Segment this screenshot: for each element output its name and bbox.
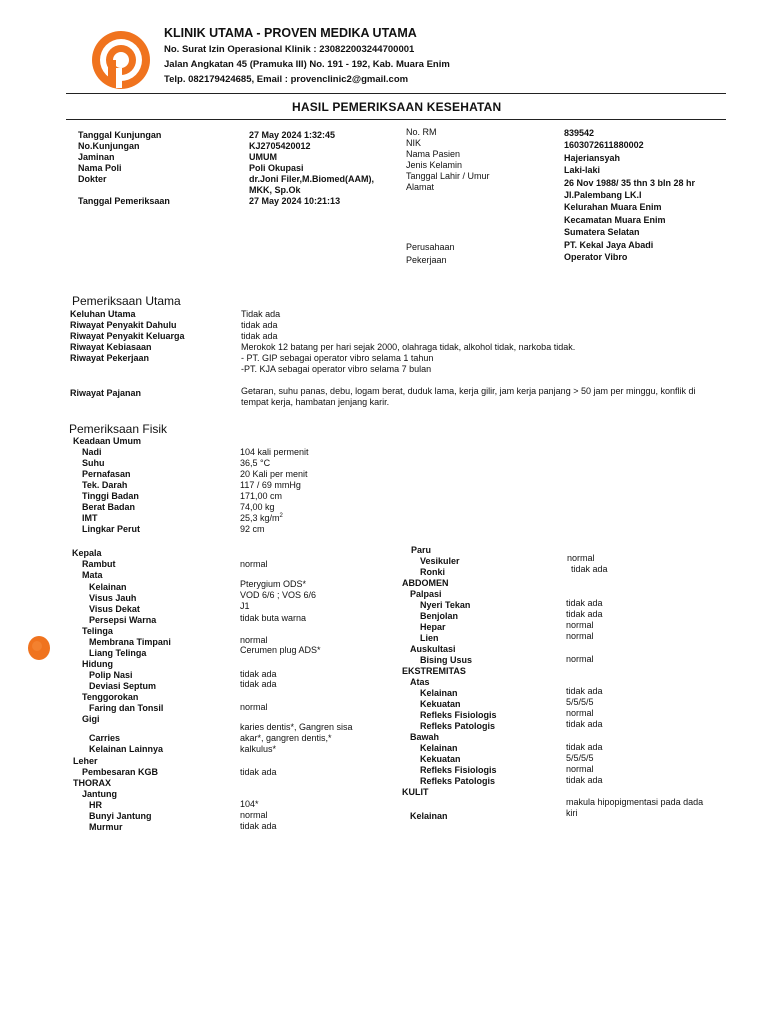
value-lingkar-perut: 92 cm [240,524,265,534]
rc-auskultasi: Auskultasi [410,644,456,654]
lc-kelainan: Kelainan [89,582,127,592]
rc-benjolan: Benjolan [420,611,459,621]
lv-kelainan-mata: Pterygium ODS* [240,579,307,589]
lc-thorax: THORAX [73,778,111,788]
label-perusahaan: Perusahaan [406,242,455,252]
rc-paru: Paru [411,545,432,555]
rc-bawah-kekuatan: Kekuatan [420,754,461,764]
value-imt-text: 25,3 kg/m [240,513,280,523]
fisik-labels [82,447,140,535]
value-no-kunjungan: KJ2705420012 [249,141,311,151]
rv-bawah-kelainan: tidak ada [566,742,603,752]
rv-kulit-kelainan-2: kiri [566,808,578,818]
lc-kelainan-lainnya: Kelainan Lainnya [89,744,164,754]
section-pemeriksaan-utama: Pemeriksaan Utama [72,294,181,308]
rc-atas-refleks-patologis: Refleks Patologis [420,721,496,731]
lc-deviasi-septum: Deviasi Septum [89,681,157,691]
rc-ekstremitas: EKSTREMITAS [402,666,466,676]
label-pekerjaan: Pekerjaan [406,255,447,265]
rv-atas-kekuatan: 5/5/5/5 [566,697,594,707]
value-nama-poli: Poli Okupasi [249,163,304,173]
value-riwayat-pekerjaan-2: -PT. KJA sebagai operator vibro selama 7 bulan [241,364,432,374]
clinic-logo [90,28,152,92]
lc-faring-tonsil: Faring dan Tonsil [89,703,164,713]
label-no-rm: No. RM [406,127,437,137]
lc-membrana-timpani: Membrana Timpani [89,637,171,647]
rv-bawah-refleks-fisiologis: normal [566,764,594,774]
label-riwayat-pajanan: Riwayat Pajanan [70,388,142,398]
lv-membrana-timpani: normal [240,635,268,645]
lv-polip-nasi: tidak ada [240,669,277,679]
lc-polip-nasi: Polip Nasi [89,670,133,680]
value-alamat-2: Kelurahan Muara Enim [564,202,662,213]
value-riwayat-kebiasaan: Merokok 12 batang per hari sejak 2000, olahraga tidak, alkohol tidak, narkoba tidak. [241,342,576,352]
lv-carries-1: karies dentis*, Gangren sisa [240,722,353,732]
lc-visus-jauh: Visus Jauh [89,593,137,603]
lv-pembesaran-kgb: tidak ada [240,767,277,777]
visit-right-labels [406,127,490,193]
value-nama-pasien: Hajeriansyah [564,152,621,163]
value-alamat-1: Jl.Palembang LK.I [564,190,642,201]
lc-bunyi-jantung: Bunyi Jantung [89,811,152,821]
lc-persepsi-warna: Persepsi Warna [89,615,157,625]
utama-values [241,309,575,375]
rc-hepar: Hepar [420,622,446,632]
label-nama-pasien: Nama Pasien [406,149,461,159]
section-pemeriksaan-fisik: Pemeriksaan Fisik [69,422,168,436]
rv-benjolan: tidak ada [566,609,603,619]
label-tinggi-badan: Tinggi Badan [82,491,139,501]
rv-ronki: tidak ada [571,564,608,574]
rc-kulit: KULIT [402,787,429,797]
value-dokter-2: MKK, Sp.Ok [249,185,301,195]
clinic-name: KLINIK UTAMA - PROVEN MEDIKA UTAMA [164,26,417,40]
rv-hepar: normal [566,620,594,630]
lv-carries-2: akar*, gangren dentis,* [240,733,332,743]
value-pernafasan: 20 Kali per menit [240,469,308,479]
keadaan-umum-heading: Keadaan Umum [73,436,142,446]
rc-nyeri-tekan: Nyeri Tekan [420,600,471,610]
clinic-license: No. Surat Izin Operasional Klinik : 230822003244700001 [164,44,415,55]
label-riwayat-kebiasaan: Riwayat Kebiasaan [70,342,152,352]
rv-bawah-kekuatan: 5/5/5/5 [566,753,594,763]
lv-faring-tonsil: normal [240,702,268,712]
lc-telinga: Telinga [82,626,113,636]
rc-kulit-kelainan: Kelainan [410,811,448,821]
value-jaminan: UMUM [249,152,277,162]
value-no-rm: 839542 [564,128,595,138]
utama-labels [70,309,185,364]
lv-liang-telinga: Cerumen plug ADS* [240,645,321,655]
lv-visus-dekat: J1 [240,601,250,611]
value-tinggi-badan: 171,00 cm [240,491,283,501]
label-berat-badan: Berat Badan [82,502,136,512]
header-rule [66,93,726,94]
lv-bunyi-jantung: normal [240,810,268,820]
rc-abdomen: ABDOMEN [402,578,449,588]
value-pekerjaan: Operator Vibro [564,252,628,263]
lv-carries-3: kalkulus* [240,744,277,754]
lc-kepala: Kepala [72,548,102,558]
label-no-kunjungan: No.Kunjungan [78,141,140,151]
label-suhu: Suhu [82,458,105,468]
rv-bising-usus: normal [566,654,594,664]
rc-lien: Lien [420,633,439,643]
rc-palpasi: Palpasi [410,589,442,599]
label-imt: IMT [82,513,98,523]
rc-atas-kekuatan: Kekuatan [420,699,461,709]
value-tanggal-kunjungan: 27 May 2024 1:32:45 [249,130,336,140]
visit-left-labels [78,130,170,207]
rc-atas-refleks-fisiologis: Refleks Fisiologis [420,710,497,720]
rc-bawah-refleks-fisiologis: Refleks Fisiologis [420,765,497,775]
label-tanggal-pemeriksaan: Tanggal Pemeriksaan [78,196,170,206]
value-dokter: dr.Joni Filer,M.Biomed(AAM), [249,174,375,184]
label-alamat: Alamat [406,182,435,192]
label-lingkar-perut: Lingkar Perut [82,524,141,534]
value-suhu: 36,5 °C [240,458,271,468]
rv-atas-kelainan: tidak ada [566,686,603,696]
value-alamat-3: Kecamatan Muara Enim [564,214,666,225]
visit-right-labels-2 [406,242,455,266]
lc-carries: Carries [89,733,121,743]
label-tek-darah: Tek. Darah [82,480,128,490]
rc-bawah: Bawah [410,732,440,742]
lv-rambut: normal [240,559,268,569]
lv-persepsi-warna: tidak buta warna [240,613,307,623]
rc-ronki: Ronki [420,567,446,577]
clinic-address: Jalan Angkatan 45 (Pramuka III) No. 191 - 192, Kab. Muara Enim [164,59,450,70]
label-dokter: Dokter [78,174,107,184]
value-berat-badan: 74,00 kg [240,502,275,512]
rc-bawah-kelainan: Kelainan [420,743,458,753]
label-jenis-kelamin: Jenis Kelamin [406,160,463,170]
lv-murmur: tidak ada [240,821,277,831]
title-rule [66,119,726,120]
orange-stamp-dot [27,635,51,661]
label-riwayat-keluarga: Riwayat Penyakit Keluarga [70,331,185,341]
rv-bawah-refleks-patologis: tidak ada [566,775,603,785]
label-tanggal-kunjungan: Tanggal Kunjungan [78,130,162,140]
visit-left-values [249,130,374,207]
lc-murmur: Murmur [89,822,123,832]
value-tanggal-pemeriksaan: 27 May 2024 10:21:13 [249,196,341,206]
value-imt-sup: 2 [279,513,283,519]
label-tanggal-lahir: Tanggal Lahir / Umur [406,171,490,181]
lv-visus-jauh: VOD 6/6 ; VOS 6/6 [240,590,317,600]
clinic-contact: Telp. 082179424685, Email : provenclinic2@gmail.com [164,74,409,85]
label-keluhan-utama: Keluhan Utama [70,309,136,319]
rc-bising-usus: Bising Usus [420,655,473,665]
value-nik: 1603072611880002 [564,140,644,151]
value-nadi: 104 kali permenit [240,447,309,457]
value-jenis-kelamin: Laki-laki [564,165,601,176]
lc-leher: Leher [73,756,98,766]
value-tek-darah: 117 / 69 mmHg [240,480,301,490]
rv-atas-refleks-fisiologis: normal [566,708,594,718]
label-jaminan: Jaminan [78,152,115,162]
lv-deviasi-septum: tidak ada [240,679,277,689]
label-pernafasan: Pernafasan [82,469,131,479]
visit-right-values [564,127,695,263]
lc-hr: HR [89,800,102,810]
value-riwayat-keluarga: tidak ada [241,331,278,341]
value-perusahaan: PT. Kekal Jaya Abadi [564,239,654,250]
value-riwayat-pekerjaan-1: - PT. GIP sebagai operator vibro selama 1 tahun [241,353,434,363]
lc-mata: Mata [82,570,103,580]
lc-rambut: Rambut [82,559,116,569]
lc-gigi: Gigi [82,714,100,724]
rc-vesikuler: Vesikuler [420,556,460,566]
label-nama-poli: Nama Poli [78,163,122,173]
rc-atas: Atas [410,677,430,687]
rc-bawah-refleks-patologis: Refleks Patologis [420,776,496,786]
rv-nyeri-tekan: tidak ada [566,598,603,608]
label-riwayat-dahulu: Riwayat Penyakit Dahulu [70,320,177,330]
lc-visus-dekat: Visus Dekat [89,604,140,614]
rc-atas-kelainan: Kelainan [420,688,458,698]
value-riwayat-pajanan: Getaran, suhu panas, debu, logam berat, duduk lama, kerja gilir, jam kerja panjang > 50 jam per minggu, konflik di tempat kerja, hambatan jenjang karir. [241,386,696,407]
lv-hr: 104* [240,799,259,809]
label-riwayat-pekerjaan: Riwayat Pekerjaan [70,353,150,363]
value-tanggal-lahir: 26 Nov 1988/ 35 thn 3 bln 28 hr [564,177,696,188]
rv-lien: normal [566,631,594,641]
lc-hidung: Hidung [82,659,113,669]
fisik-values [240,447,309,535]
lc-liang-telinga: Liang Telinga [89,648,147,658]
value-riwayat-dahulu: tidak ada [241,320,278,330]
value-keluhan-utama: Tidak ada [241,309,281,319]
label-nadi: Nadi [82,447,102,457]
value-alamat-4: Sumatera Selatan [564,227,640,238]
label-nik: NIK [406,138,422,148]
lc-jantung: Jantung [82,789,117,799]
rv-atas-refleks-patologis: tidak ada [566,719,603,729]
document-title: HASIL PEMERIKSAAN KESEHATAN [292,100,502,114]
value-imt [240,513,309,524]
rv-kulit-kelainan-1: makula hipopigmentasi pada dada [566,797,704,807]
lc-pembesaran-kgb: Pembesaran KGB [82,767,159,777]
rv-vesikuler: normal [567,553,595,563]
lc-tenggorokan: Tenggorokan [82,692,139,702]
